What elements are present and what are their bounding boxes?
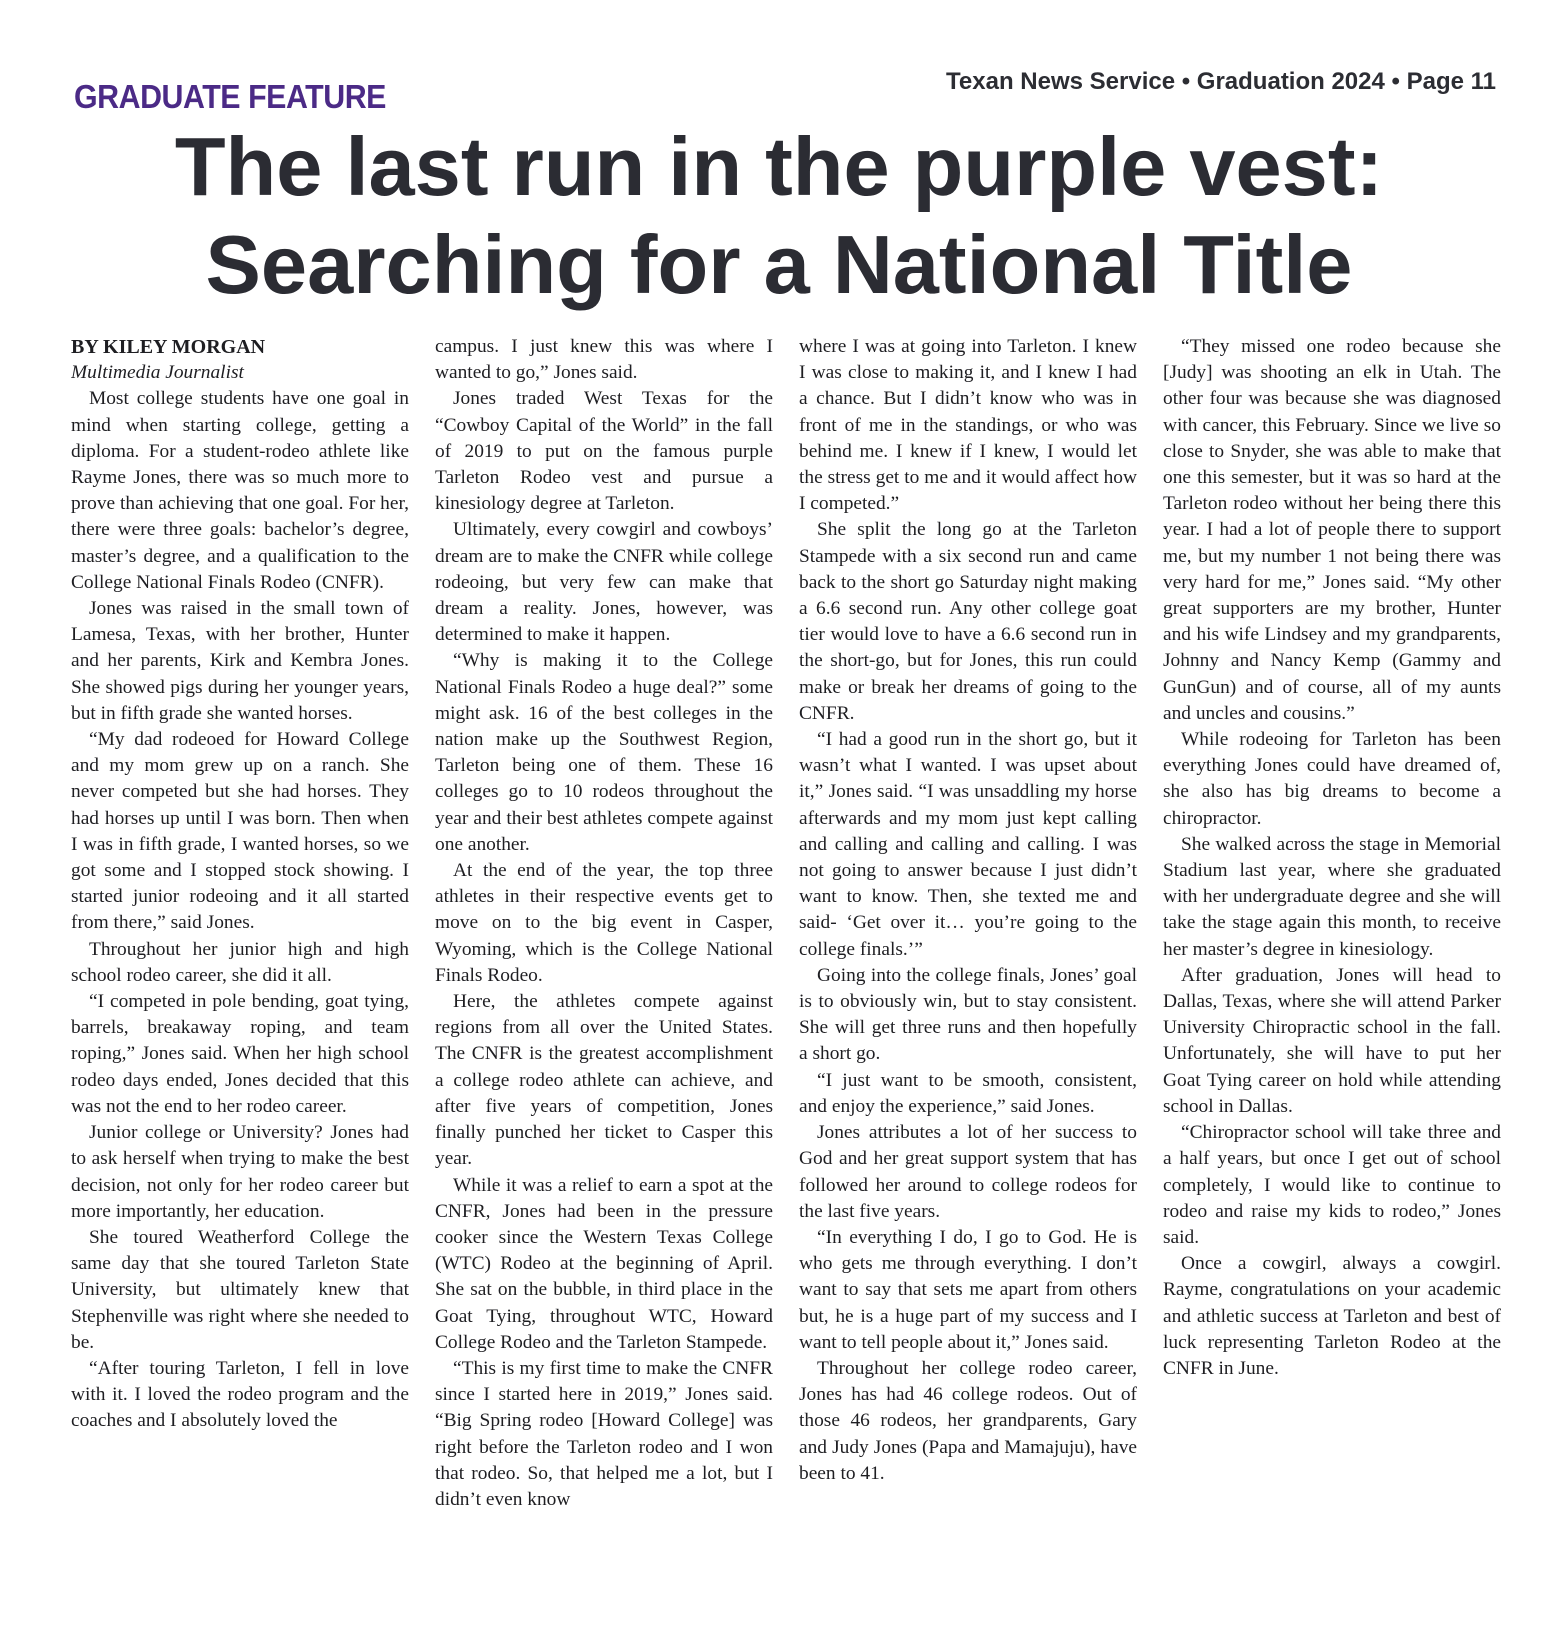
paragraph: where I was at going into Tarleton. I knew I was close to making it, and I knew I had a chance. But I didn’t know who was in front of me in the standings, or who was behind me. I knew if I knew, I would let the stress get to me and it would affect how I competed.”	[799, 336, 1137, 515]
paragraph: “I just want to be smooth, consistent, and enjoy the experience,” said Jones.	[799, 1069, 1137, 1117]
paragraph: “I had a good run in the short go, but it wasn’t what I wanted. I was upset about it,” Jones said. “I was unsaddling my horse afterwards and my mom just kept calling and calling and calling and calling. I was not going to answer because I just didn’t want to know. Then, she texted me and said- ‘Get over it… you’re going to the college finals.’”	[799, 729, 1137, 960]
paragraph: At the end of the year, the top three athletes in their respective events get to move on to the big event in Casper, Wyoming, which is the College National Finals Rodeo.	[435, 860, 773, 986]
paragraph: Going into the college finals, Jones’ goal is to obviously win, but to stay consistent. She will get three runs and then hopefully a short go.	[799, 964, 1137, 1065]
paragraph: Throughout her college rodeo career, Jones has had 46 college rodeos. Out of those 46 rodeos, her grandparents, Gary and Judy Jones (Papa and Mamajuju), have been to 41.	[799, 1357, 1137, 1484]
paragraph: “Why is making it to the College National Finals Rodeo a huge deal?” some might ask. 16 of the best colleges in the nation make up the Southwest Region, Tarleton being one of them. These 16 colleges go to 10 rodeos throughout the year and their best athletes compete against one another.	[435, 650, 773, 855]
paragraph: Jones attributes a lot of her success to God and her great support system that has followed her around to college rodeos for the last five years.	[799, 1122, 1137, 1222]
paragraph: Jones traded West Texas for the “Cowboy Capital of the World” in the fall of 2019 to put on the famous purple Tarleton Rodeo vest and pursue a kinesiology degree at Tarleton.	[435, 388, 773, 515]
running-head: Texan News Service • Graduation 2024 • Page 11	[946, 68, 1496, 95]
paragraph: Throughout her junior high and high school rodeo career, she did it all.	[71, 938, 409, 986]
headline-line-2: Searching for a National Title	[205, 218, 1353, 311]
column-1	[71, 334, 409, 1554]
column-2	[435, 334, 773, 1554]
paragraph: “This is my first time to make the CNFR since I started here in 2019,” Jones said. “Big Spring rodeo [Howard College] was right before the Tarleton rodeo and I won that rodeo. So, that helped me a lot, but I didn’t even know	[435, 1357, 773, 1510]
paragraph: Most college students have one goal in mind when starting college, getting a diploma. For a student-rodeo athlete like Rayme Jones, there was so much more to prove than achieving that one goal. For her, there were three goals: bachelor’s degree, master’s degree, and a qualification to the College National Finals Rodeo (CNFR).	[71, 388, 409, 593]
paragraph: Here, the athletes compete against regions from all over the United States. The CNFR is the greatest accomplishment a college rodeo athlete can achieve, and after five years of competition, Jones finally punched her ticket to Casper this year.	[435, 991, 773, 1170]
paragraph: “They missed one rodeo because she [Judy] was shooting an elk in Utah. The other four was because she was diagnosed with cancer, this February. Since we live so close to Snyder, she was able to make that one this semester, but it was so hard at the Tarleton rodeo without her being there this year. I had a lot of people there to support me, but my number 1 not being there was very hard for me,” Jones said. “My other great supporters are my brother, Hunter and his wife Lindsey and my grandparents, Johnny and Nancy Kemp (Gammy and GunGun) and of course, all of my aunts and uncles and cousins.”	[1163, 336, 1501, 724]
section-label: GRADUATE FEATURE	[74, 78, 386, 115]
headline-line-1: The last run in the purple vest:	[174, 120, 1384, 213]
paragraph: She split the long go at the Tarleton Stampede with a six second run and came back to the short go Saturday night making a 6.6 second run. Any other college goat tier would love to have a 6.6 second run in the short-go, but for Jones, this run could make or break her dreams of going to the CNFR.	[799, 519, 1137, 724]
paragraph: “Chiropractor school will take three and a half years, but once I get out of school completely, I would like to continue to rodeo and raise my kids to rodeo,” Jones said.	[1163, 1122, 1501, 1248]
paragraph: While rodeoing for Tarleton has been everything Jones could have dreamed of, she also has big dreams to become a chiropractor.	[1163, 729, 1501, 829]
paragraph: After graduation, Jones will head to Dallas, Texas, where she will attend Parker University Chiropractic school in the fall. Unfortunately, she will have to put her Goat Tying career on hold while attending school in Dallas.	[1163, 964, 1501, 1117]
paragraph: While it was a relief to earn a spot at the CNFR, Jones had been in the pressure cooker since the Western Texas College (WTC) Rodeo at the beginning of April. She sat on the bubble, in third place in the Goat Tying, throughout WTC, Howard College Rodeo and the Tarleton Stampede.	[435, 1174, 773, 1353]
paragraph: She walked across the stage in Memorial Stadium last year, where she graduated with her undergraduate degree and she will take the stage again this month, to receive her master’s degree in kinesiology.	[1163, 833, 1501, 960]
column-3	[799, 334, 1137, 1554]
headline	[0, 118, 1558, 314]
paragraph: Once a cowgirl, always a cowgirl. Rayme, congratulations on your academic and athletic success at Tarleton and best of luck representing Tarleton Rodeo at the CNFR in June.	[1163, 1253, 1501, 1379]
paragraph: Jones was raised in the small town of Lamesa, Texas, with her brother, Hunter and her parents, Kirk and Kembra Jones. She showed pigs during her younger years, but in fifth grade she wanted horses.	[71, 598, 409, 724]
paragraph: “I competed in pole bending, goat tying, barrels, breakaway roping, and team roping,” Jones said. When her high school rodeo days ended, Jones decided that this was not the end to her rodeo career.	[71, 991, 409, 1117]
paragraph: “In everything I do, I go to God. He is who gets me through everything. I don’t want to say that sets me apart from others but, he is a huge part of my success and I want to tell people about it,” Jones said.	[799, 1226, 1137, 1353]
column-4	[1163, 334, 1501, 1554]
byline-author: BY KILEY MORGAN	[71, 336, 266, 358]
paragraph: She toured Weatherford College the same day that she toured Tarleton State University, but ultimately knew that Stephenville was right where she needed to be.	[71, 1226, 409, 1353]
paragraph: “After touring Tarleton, I fell in love with it. I loved the rodeo program and the coaches and I absolutely loved the	[71, 1357, 409, 1432]
paragraph: campus. I just knew this was where I wanted to go,” Jones said.	[435, 336, 773, 384]
paragraph: “My dad rodeoed for Howard College and my mom grew up on a ranch. She never competed but she had horses. They had horses up until I was born. Then when I was in fifth grade, I wanted horses, so we got some and I stopped stock showing. I started junior rodeoing and it all started from there,” said Jones.	[71, 729, 409, 934]
byline-role: Multimedia Journalist	[71, 362, 244, 384]
paragraph: Junior college or University? Jones had to ask herself when trying to make the best decision, not only for her rodeo career but more importantly, her education.	[71, 1122, 409, 1222]
article-body	[71, 334, 1501, 1554]
paragraph: Ultimately, every cowgirl and cowboys’ dream are to make the CNFR while college rodeoing, but very few can make that dream a reality. Jones, however, was determined to make it happen.	[435, 519, 773, 646]
